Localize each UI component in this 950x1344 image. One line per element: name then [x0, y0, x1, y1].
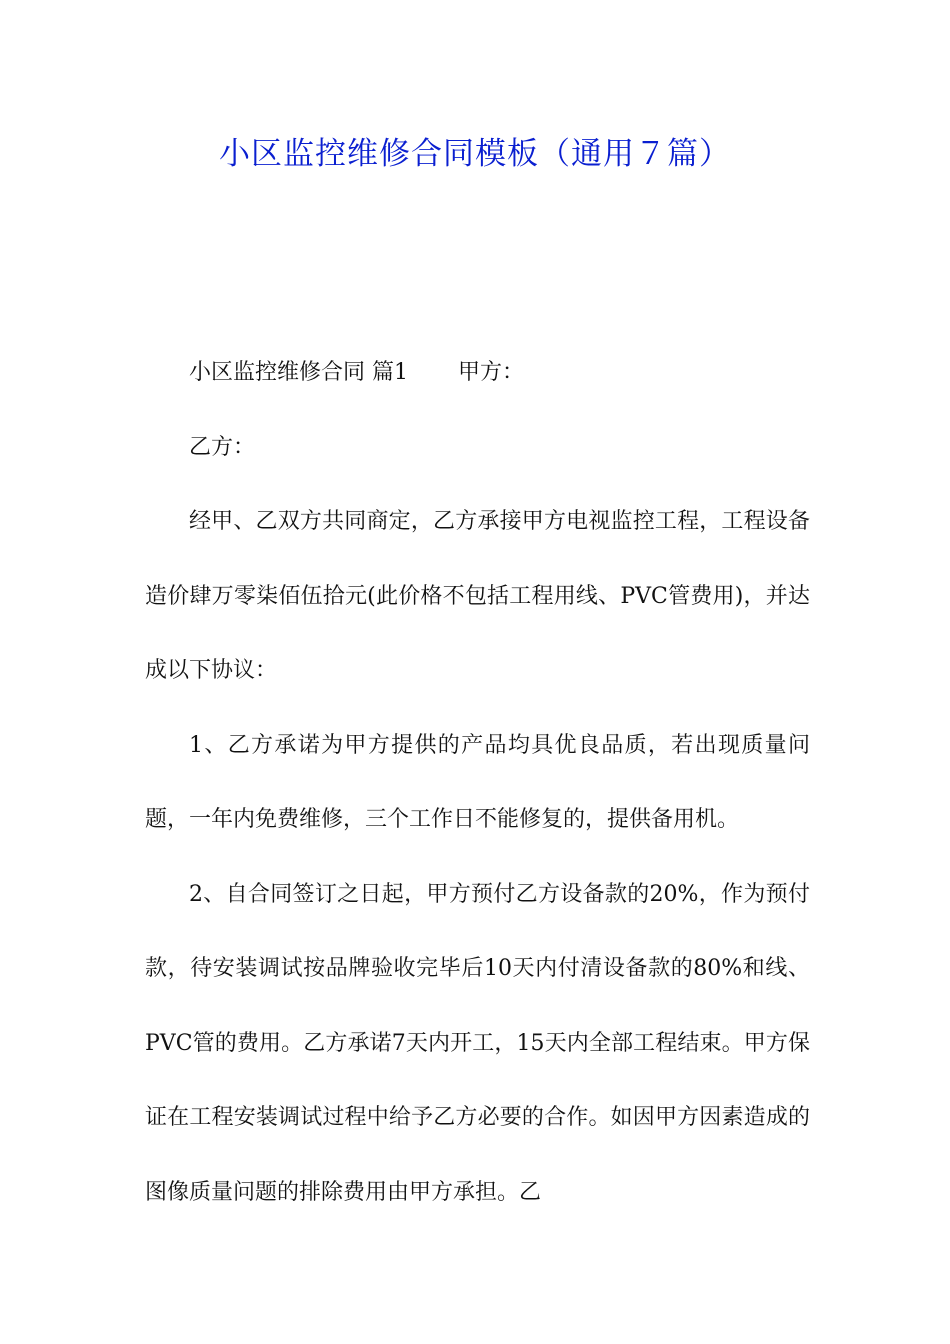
- party-b-label: 乙方：: [189, 434, 256, 460]
- document-title: 小区监控维修合同模板（通用７篇）: [219, 136, 731, 172]
- document-body: [145, 336, 810, 1230]
- party-a-label: 甲方：: [458, 360, 525, 385]
- section-heading: 小区监控维修合同 篇1: [189, 360, 408, 385]
- section-heading-line: [145, 336, 810, 411]
- paragraph-intro: 经甲、乙双方共同商定，乙方承接甲方电视监控工程，工程设备造价肆万零柒佰伍拾元(此价格不包括工程用线、PVC管费用)，并达成以下协议：: [145, 509, 810, 683]
- party-b-line: [145, 411, 810, 486]
- paragraph-clause-2: 2、自合同签订之日起，甲方预付乙方设备款的20%，作为预付款，待安装调试按品牌验收完毕后10天内付清设备款的80%和线、PVC管的费用。乙方承诺7天内开工，15天内全部工程结束。甲方保证在工程安装调试过程中给予乙方必要的合作。如因甲方因素造成的图像质量问题的排除费用由甲方承担。乙: [145, 881, 810, 1205]
- paragraph-clause-1: 1、乙方承诺为甲方提供的产品均具优良品质，若出现质量问题，一年内免费维修，三个工作日不能修复的，提供备用机。: [145, 732, 810, 832]
